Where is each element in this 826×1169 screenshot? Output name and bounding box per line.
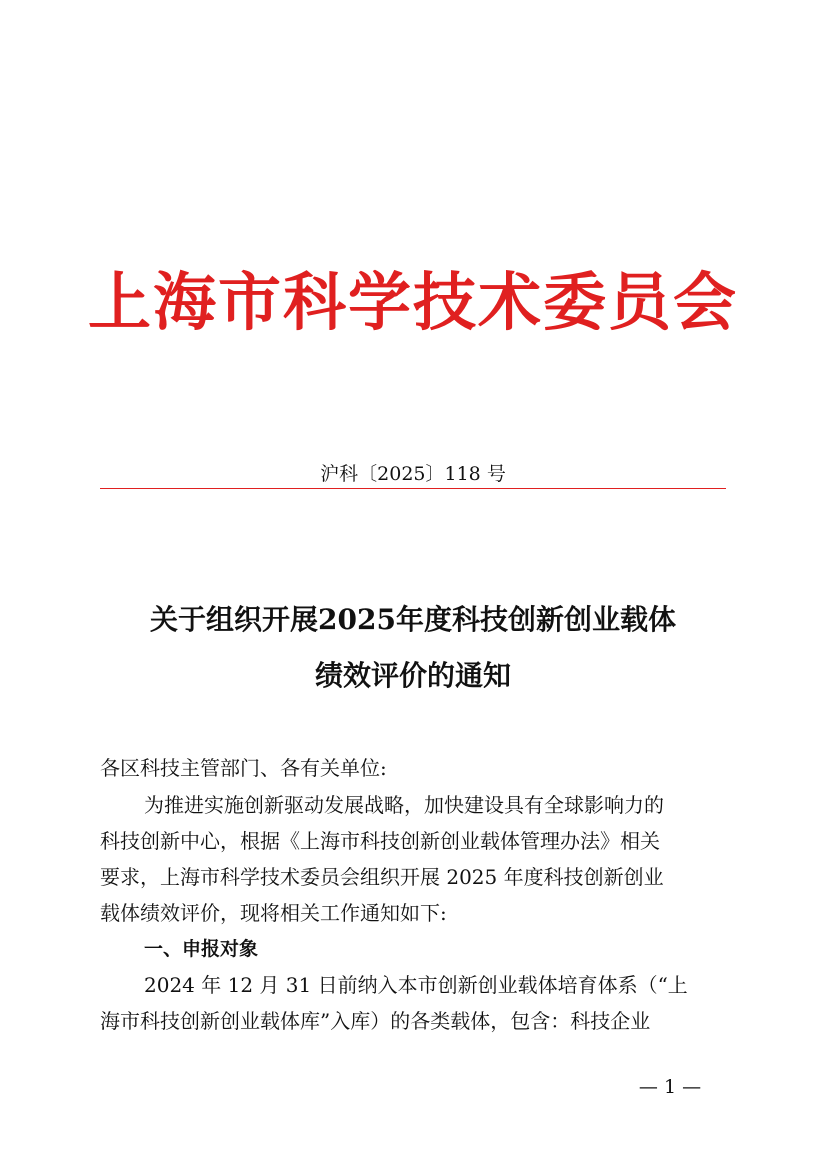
body-text xyxy=(100,750,726,1039)
notice-title-line-2: 绩效评价的通知 xyxy=(314,659,511,692)
paragraph-line: 2024 年 12 月 31 日前纳入本市创新创业载体培育体系（“上 xyxy=(144,973,688,997)
red-separator-line xyxy=(100,488,726,489)
page-number: — 1 — xyxy=(638,1076,702,1098)
salutation: 各区科技主管部门、各有关单位: xyxy=(100,756,387,780)
notice-title xyxy=(0,592,826,704)
paragraph-line: 科技创新中心，根据《上海市科技创新创业载体管理办法》相关 xyxy=(100,829,660,853)
document-number: 沪科〔2025〕118 号 xyxy=(320,463,506,485)
issuer-header-title: 上海市科学技术委员会 xyxy=(88,265,738,339)
paragraph-line: 海市科技创新创业载体库”入库）的各类载体，包含：科技企业 xyxy=(100,1009,651,1033)
notice-title-line-1: 关于组织开展2025年度科技创新创业载体 xyxy=(150,603,676,636)
paragraph-line: 要求，上海市科学技术委员会组织开展 2025 年度科技创新创业 xyxy=(100,865,664,889)
section-heading: 一、申报对象 xyxy=(144,938,259,960)
paragraph-line: 为推进实施创新驱动发展战略，加快建设具有全球影响力的 xyxy=(144,793,664,817)
paragraph-line: 载体绩效评价，现将相关工作通知如下: xyxy=(100,901,447,925)
